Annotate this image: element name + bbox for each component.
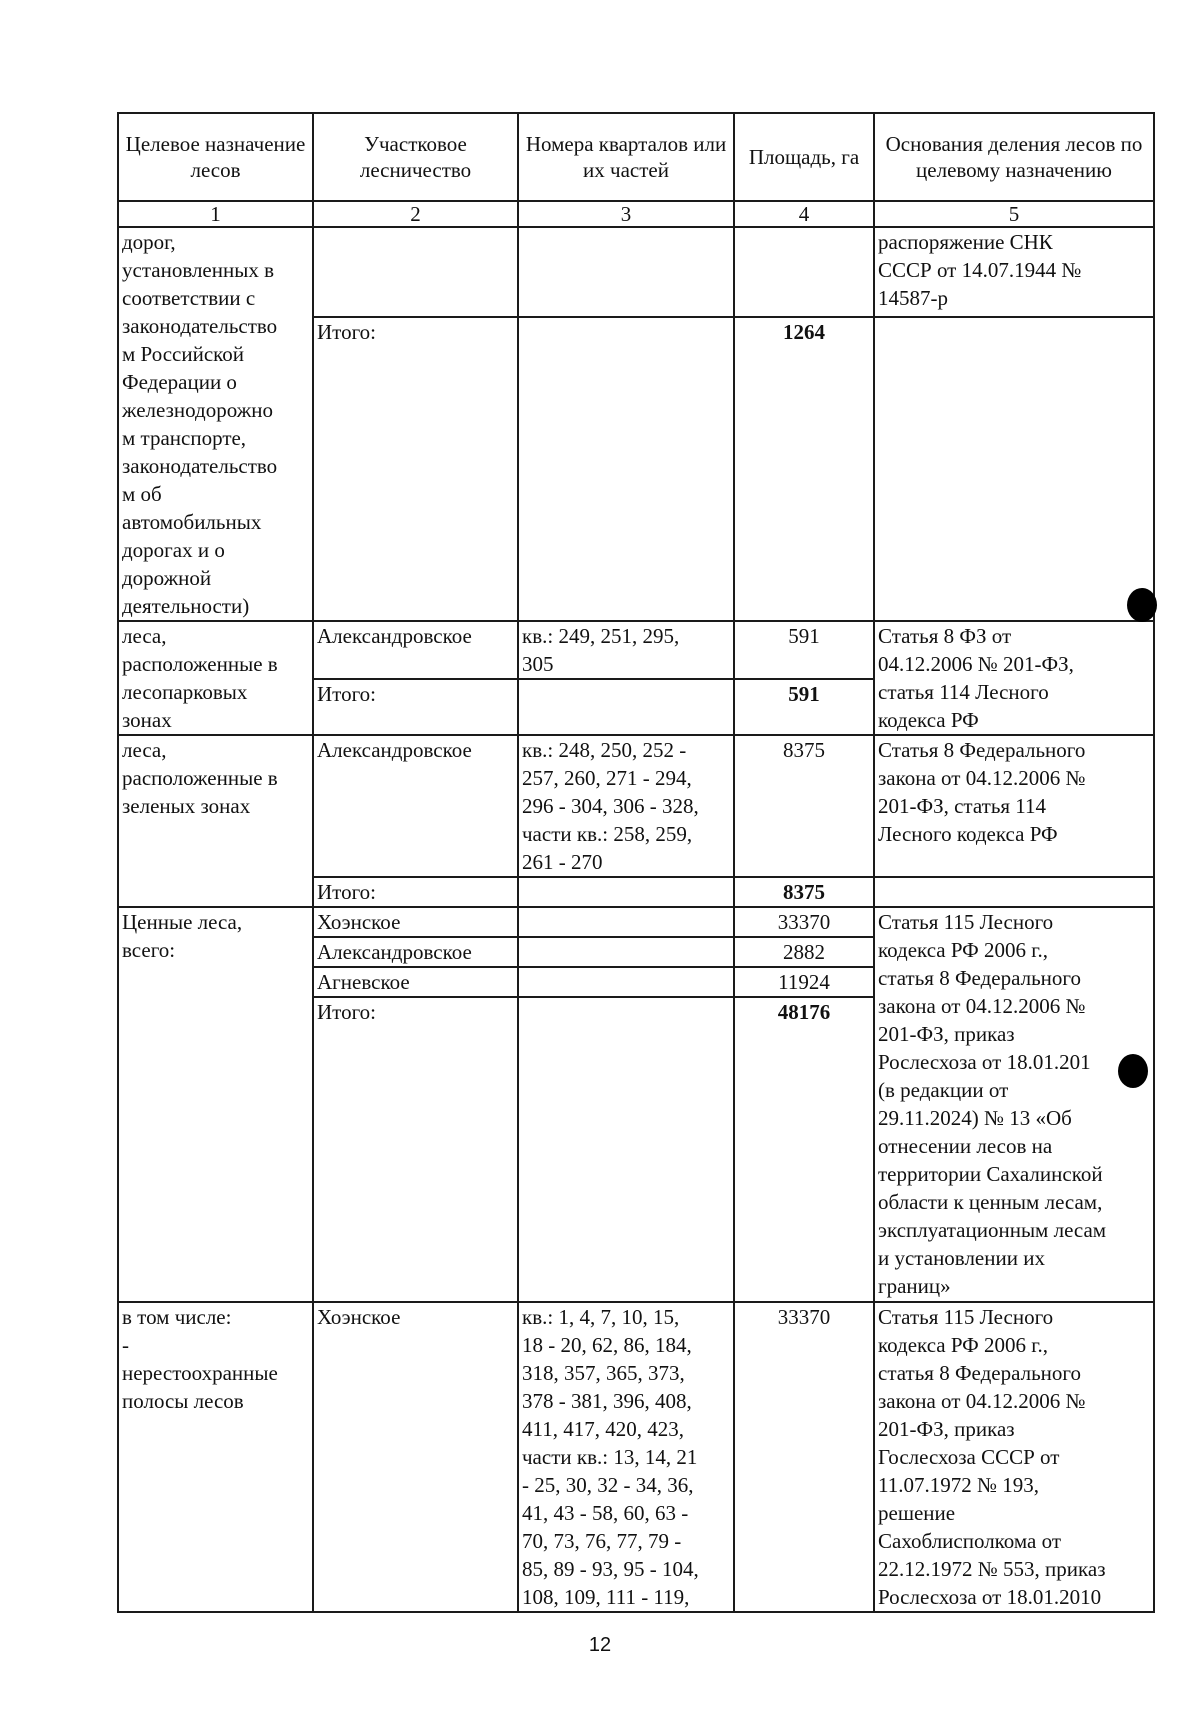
quarters-cell (518, 1302, 734, 1612)
basis-cell (874, 907, 1154, 1302)
district-cell: Александровское (313, 621, 518, 679)
purpose-cell (118, 621, 313, 735)
quarters-cell (518, 907, 734, 937)
basis-cell (874, 621, 1154, 735)
header-area: Площадь, га (734, 113, 874, 201)
quarters-cell (518, 967, 734, 997)
quarters-cell (518, 937, 734, 967)
column-number: 4 (734, 201, 874, 227)
quarters-cell (518, 877, 734, 907)
basis-text: Статья 115 Лесного кодекса РФ 2006 г., статья 8 Федерального закона от 04.12.2006 № 201-ФЗ, приказ Рослесхоза от 18.01.201 (в редакции от 29.11.2024) № 13 «Об отнесении лесов на территории Сахалинской области к ценным лесам, эксплуатационным лесам и установлении их границ» (878, 910, 1107, 1298)
basis-cell (874, 1302, 1154, 1612)
ink-blot (1118, 1054, 1148, 1088)
page-number: 12 (588, 1634, 612, 1656)
basis-text: Статья 8 ФЗ от 04.12.2006 № 201-ФЗ, статья 114 Лесного кодекса РФ (878, 624, 1074, 732)
district-cell (313, 227, 518, 317)
ink-blot (1127, 588, 1157, 622)
area-cell: 11924 (734, 967, 874, 997)
quarters-cell (518, 997, 734, 1302)
purpose-cell (118, 227, 313, 621)
forest-purpose-table (117, 112, 1155, 1613)
area-cell: 591 (734, 621, 874, 679)
purpose-cell (118, 1302, 313, 1612)
district-cell: Хоэнское (313, 1302, 518, 1612)
table-row (118, 227, 1154, 317)
column-number: 3 (518, 201, 734, 227)
district-cell: Александровское (313, 937, 518, 967)
district-cell: Александровское (313, 735, 518, 877)
table-row (118, 1302, 1154, 1612)
purpose-text: леса, расположенные в зеленых зонах (122, 738, 278, 818)
district-cell: Хоэнское (313, 907, 518, 937)
area-cell (734, 227, 874, 317)
quarters-cell (518, 227, 734, 317)
column-number-row (118, 201, 1154, 227)
basis-cell (874, 735, 1154, 877)
purpose-text: дорог, установленных в соответствии с законодательство м Российской Федерации о железнодорожно м транспорте, законодательство м об автомобильных дорогах и о дорожной деятельности) (122, 230, 278, 618)
table-header-row (118, 113, 1154, 201)
total-label: Итого: (313, 997, 518, 1302)
header-quarters: Номера кварталов или их частей (518, 113, 734, 201)
basis-cell (874, 317, 1154, 621)
total-label: Итого: (313, 679, 518, 735)
table-row (118, 621, 1154, 679)
purpose-text: леса, расположенные в лесопарковых зонах (122, 624, 278, 732)
basis-cell (874, 877, 1154, 907)
quarters-text: кв.: 248, 250, 252 - 257, 260, 271 - 294, 296 - 304, 306 - 328, части кв.: 258, 259, 261 - 270 (522, 738, 699, 874)
total-label: Итого: (313, 877, 518, 907)
basis-text: распоряжение СНК СССР от 14.07.1944 № 14587-р (878, 230, 1082, 310)
basis-text: Статья 8 Федерального закона от 04.12.2006 № 201-ФЗ, статья 114 Лесного кодекса РФ (878, 738, 1086, 846)
district-cell: Агневское (313, 967, 518, 997)
total-area: 1264 (734, 317, 874, 621)
quarters-cell (518, 621, 734, 679)
quarters-cell (518, 317, 734, 621)
area-cell: 8375 (734, 735, 874, 877)
total-area: 591 (734, 679, 874, 735)
purpose-text: в том числе: - нерестоохранные полосы лесов (122, 1305, 278, 1413)
table-row (118, 907, 1154, 937)
basis-cell (874, 227, 1154, 317)
area-cell: 33370 (734, 907, 874, 937)
header-district: Участковое лесничество (313, 113, 518, 201)
quarters-cell (518, 735, 734, 877)
column-number: 1 (118, 201, 313, 227)
purpose-text: Ценные леса, всего: (122, 910, 243, 962)
purpose-cell (118, 907, 313, 1302)
total-area: 8375 (734, 877, 874, 907)
total-area: 48176 (734, 997, 874, 1302)
header-purpose: Целевое назначение лесов (118, 113, 313, 201)
quarters-text: кв.: 1, 4, 7, 10, 15, 18 - 20, 62, 86, 184, 318, 357, 365, 373, 378 - 381, 396, 408, 411, 417, 420, 423, части кв.: 13, 14, 21 - 25, 30, 32 - 34, 36, 41, 43 - 58, 60, 63 - 70, 73, 76, 77, 79 - 85, 89 - 93, 95 - 104, 108, 109, 111 - 119, (522, 1305, 699, 1609)
total-label: Итого: (313, 317, 518, 621)
column-number: 2 (313, 201, 518, 227)
area-cell: 33370 (734, 1302, 874, 1612)
area-cell: 2882 (734, 937, 874, 967)
header-basis: Основания деления лесов по целевому назначению (874, 113, 1154, 201)
column-number: 5 (874, 201, 1154, 227)
purpose-cell (118, 735, 313, 907)
table-row (118, 735, 1154, 877)
quarters-cell (518, 679, 734, 735)
quarters-text: кв.: 249, 251, 295, 305 (522, 624, 680, 676)
basis-text: Статья 115 Лесного кодекса РФ 2006 г., статья 8 Федерального закона от 04.12.2006 № 201-ФЗ, приказ Гослесхоза СССР от 11.07.1972 № 193, решение Сахоблисполкома от 22.12.1972 № 553, приказ Рослесхоза от 18.01.2010 (878, 1305, 1106, 1609)
